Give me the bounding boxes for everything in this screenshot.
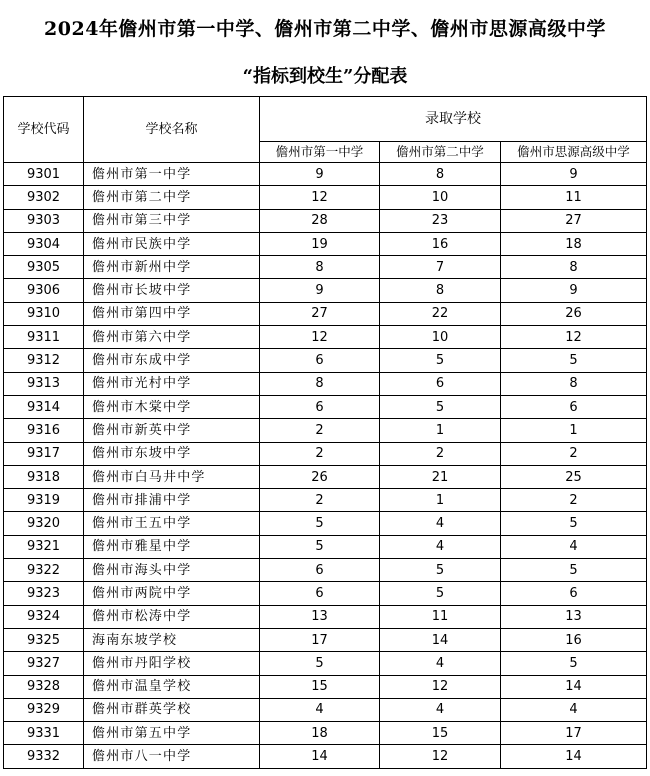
page-subtitle: “指标到校生”分配表	[242, 66, 408, 87]
quota-school-2-cell: 1	[380, 489, 501, 512]
quota-school-3-cell: 17	[501, 722, 647, 745]
page-title: 2024年儋州市第一中学、儋州市第二中学、儋州市思源高级中学	[44, 18, 606, 40]
quota-school-3-cell: 25	[501, 465, 647, 488]
quota-school-2-cell: 5	[380, 582, 501, 605]
quota-school-1-cell: 8	[260, 256, 380, 279]
quota-school-1-cell: 5	[260, 652, 380, 675]
school-code-cell: 9324	[4, 605, 84, 628]
quota-school-1-cell: 6	[260, 349, 380, 372]
table-row	[4, 512, 647, 535]
quota-school-3-cell: 11	[501, 186, 647, 209]
quota-school-2-cell: 8	[380, 279, 501, 302]
table-row	[4, 722, 647, 745]
school-code-cell: 9303	[4, 209, 84, 232]
school-code-cell: 9311	[4, 326, 84, 349]
quota-school-2-cell: 4	[380, 512, 501, 535]
quota-school-2-cell: 8	[380, 163, 501, 186]
quota-school-1-cell: 27	[260, 302, 380, 325]
table-row	[4, 349, 647, 372]
school-code-cell: 9312	[4, 349, 84, 372]
quota-school-3-cell: 4	[501, 698, 647, 721]
school-code-cell: 9302	[4, 186, 84, 209]
school-name-cell: 儋州市木棠中学	[84, 395, 260, 418]
quota-school-1-cell: 19	[260, 232, 380, 255]
school-name-cell: 儋州市海头中学	[84, 559, 260, 582]
quota-school-2-cell: 16	[380, 232, 501, 255]
quota-school-3-cell: 5	[501, 349, 647, 372]
quota-school-3-cell: 8	[501, 372, 647, 395]
school-code-cell: 9328	[4, 675, 84, 698]
school-name-cell: 儋州市松涛中学	[84, 605, 260, 628]
quota-school-1-cell: 4	[260, 698, 380, 721]
quota-school-3-cell: 5	[501, 559, 647, 582]
quota-school-2-cell: 12	[380, 675, 501, 698]
quota-school-1-cell: 6	[260, 559, 380, 582]
quota-school-1-cell: 2	[260, 442, 380, 465]
table-row	[4, 582, 647, 605]
quota-school-1-cell: 5	[260, 535, 380, 558]
school-name-cell: 儋州市排浦中学	[84, 489, 260, 512]
table-row	[4, 605, 647, 628]
school-name-cell: 儋州市第一中学	[84, 163, 260, 186]
quota-school-3-cell: 5	[501, 512, 647, 535]
quota-school-1-cell: 12	[260, 326, 380, 349]
table-row	[4, 442, 647, 465]
quota-school-3-cell: 2	[501, 442, 647, 465]
school-code-cell: 9332	[4, 745, 84, 768]
quota-school-1-cell: 14	[260, 745, 380, 768]
table-row	[4, 535, 647, 558]
quota-school-2-cell: 14	[380, 628, 501, 651]
school-code-cell: 9318	[4, 465, 84, 488]
school-code-cell: 9327	[4, 652, 84, 675]
quota-school-3-cell: 9	[501, 279, 647, 302]
school-name-cell: 儋州市新英中学	[84, 419, 260, 442]
school-name-cell: 儋州市光村中学	[84, 372, 260, 395]
school-code-cell: 9316	[4, 419, 84, 442]
quota-school-2-cell: 2	[380, 442, 501, 465]
table-row	[4, 209, 647, 232]
school-code-cell: 9331	[4, 722, 84, 745]
table-row	[4, 302, 647, 325]
quota-school-3-cell: 13	[501, 605, 647, 628]
table-row	[4, 745, 647, 768]
table-row	[4, 395, 647, 418]
school-name-cell: 儋州市长坡中学	[84, 279, 260, 302]
quota-school-1-cell: 6	[260, 582, 380, 605]
quota-school-1-cell: 5	[260, 512, 380, 535]
school-name-cell: 儋州市东坡中学	[84, 442, 260, 465]
quota-school-2-cell: 4	[380, 535, 501, 558]
header-school-3: 儋州市思源高级中学	[501, 142, 647, 163]
quota-school-3-cell: 5	[501, 652, 647, 675]
school-name-cell: 儋州市雅星中学	[84, 535, 260, 558]
table-row	[4, 489, 647, 512]
header-school-name: 学校名称	[84, 97, 260, 163]
table-row	[4, 256, 647, 279]
quota-school-2-cell: 15	[380, 722, 501, 745]
quota-school-2-cell: 23	[380, 209, 501, 232]
table-row	[4, 628, 647, 651]
quota-school-3-cell: 14	[501, 675, 647, 698]
header-school-code: 学校代码	[4, 97, 84, 163]
quota-school-1-cell: 26	[260, 465, 380, 488]
quota-school-1-cell: 18	[260, 722, 380, 745]
school-code-cell: 9319	[4, 489, 84, 512]
table-row	[4, 652, 647, 675]
quota-school-3-cell: 12	[501, 326, 647, 349]
school-name-cell: 海南东坡学校	[84, 628, 260, 651]
school-code-cell: 9301	[4, 163, 84, 186]
quota-school-1-cell: 8	[260, 372, 380, 395]
table-row	[4, 326, 647, 349]
table-row	[4, 163, 647, 186]
quota-school-2-cell: 12	[380, 745, 501, 768]
quota-school-1-cell: 9	[260, 279, 380, 302]
quota-school-1-cell: 2	[260, 489, 380, 512]
school-name-cell: 儋州市第四中学	[84, 302, 260, 325]
quota-school-2-cell: 21	[380, 465, 501, 488]
school-code-cell: 9306	[4, 279, 84, 302]
quota-school-2-cell: 10	[380, 326, 501, 349]
school-name-cell: 儋州市第六中学	[84, 326, 260, 349]
quota-school-2-cell: 1	[380, 419, 501, 442]
table-row	[4, 372, 647, 395]
school-name-cell: 儋州市白马井中学	[84, 465, 260, 488]
header-school-1: 儋州市第一中学	[260, 142, 380, 163]
school-name-cell: 儋州市王五中学	[84, 512, 260, 535]
school-name-cell: 儋州市温皇学校	[84, 675, 260, 698]
quota-school-3-cell: 8	[501, 256, 647, 279]
quota-school-3-cell: 14	[501, 745, 647, 768]
quota-school-2-cell: 4	[380, 698, 501, 721]
quota-school-3-cell: 16	[501, 628, 647, 651]
quota-school-3-cell: 27	[501, 209, 647, 232]
school-code-cell: 9304	[4, 232, 84, 255]
table-row	[4, 559, 647, 582]
quota-school-2-cell: 6	[380, 372, 501, 395]
quota-school-2-cell: 4	[380, 652, 501, 675]
header-admitting-schools: 录取学校	[260, 97, 647, 142]
school-code-cell: 9325	[4, 628, 84, 651]
quota-school-1-cell: 2	[260, 419, 380, 442]
school-name-cell: 儋州市第五中学	[84, 722, 260, 745]
quota-school-1-cell: 13	[260, 605, 380, 628]
quota-school-1-cell: 28	[260, 209, 380, 232]
quota-school-2-cell: 7	[380, 256, 501, 279]
quota-school-1-cell: 6	[260, 395, 380, 418]
quota-school-1-cell: 17	[260, 628, 380, 651]
quota-school-3-cell: 4	[501, 535, 647, 558]
school-code-cell: 9322	[4, 559, 84, 582]
quota-school-3-cell: 1	[501, 419, 647, 442]
school-code-cell: 9321	[4, 535, 84, 558]
quota-school-2-cell: 10	[380, 186, 501, 209]
quota-school-1-cell: 15	[260, 675, 380, 698]
school-name-cell: 儋州市东成中学	[84, 349, 260, 372]
quota-school-2-cell: 11	[380, 605, 501, 628]
table-row	[4, 186, 647, 209]
quota-school-3-cell: 6	[501, 395, 647, 418]
school-code-cell: 9310	[4, 302, 84, 325]
table-row	[4, 675, 647, 698]
school-name-cell: 儋州市两院中学	[84, 582, 260, 605]
school-name-cell: 儋州市群英学校	[84, 698, 260, 721]
quota-school-2-cell: 22	[380, 302, 501, 325]
quota-school-1-cell: 9	[260, 163, 380, 186]
school-name-cell: 儋州市八一中学	[84, 745, 260, 768]
school-name-cell: 儋州市新州中学	[84, 256, 260, 279]
quota-school-2-cell: 5	[380, 349, 501, 372]
table-row	[4, 698, 647, 721]
school-code-cell: 9314	[4, 395, 84, 418]
quota-school-3-cell: 26	[501, 302, 647, 325]
quota-school-1-cell: 12	[260, 186, 380, 209]
quota-school-3-cell: 6	[501, 582, 647, 605]
school-code-cell: 9329	[4, 698, 84, 721]
table-row	[4, 465, 647, 488]
quota-school-2-cell: 5	[380, 395, 501, 418]
header-school-2: 儋州市第二中学	[380, 142, 501, 163]
school-code-cell: 9317	[4, 442, 84, 465]
table-body	[4, 163, 647, 769]
school-name-cell: 儋州市民族中学	[84, 232, 260, 255]
quota-school-3-cell: 18	[501, 232, 647, 255]
table-row	[4, 419, 647, 442]
school-name-cell: 儋州市第二中学	[84, 186, 260, 209]
quota-school-3-cell: 9	[501, 163, 647, 186]
table-row	[4, 279, 647, 302]
school-name-cell: 儋州市第三中学	[84, 209, 260, 232]
school-code-cell: 9305	[4, 256, 84, 279]
quota-school-2-cell: 5	[380, 559, 501, 582]
school-code-cell: 9323	[4, 582, 84, 605]
school-code-cell: 9320	[4, 512, 84, 535]
allocation-table	[3, 96, 647, 769]
school-name-cell: 儋州市丹阳学校	[84, 652, 260, 675]
table-row	[4, 232, 647, 255]
quota-school-3-cell: 2	[501, 489, 647, 512]
school-code-cell: 9313	[4, 372, 84, 395]
